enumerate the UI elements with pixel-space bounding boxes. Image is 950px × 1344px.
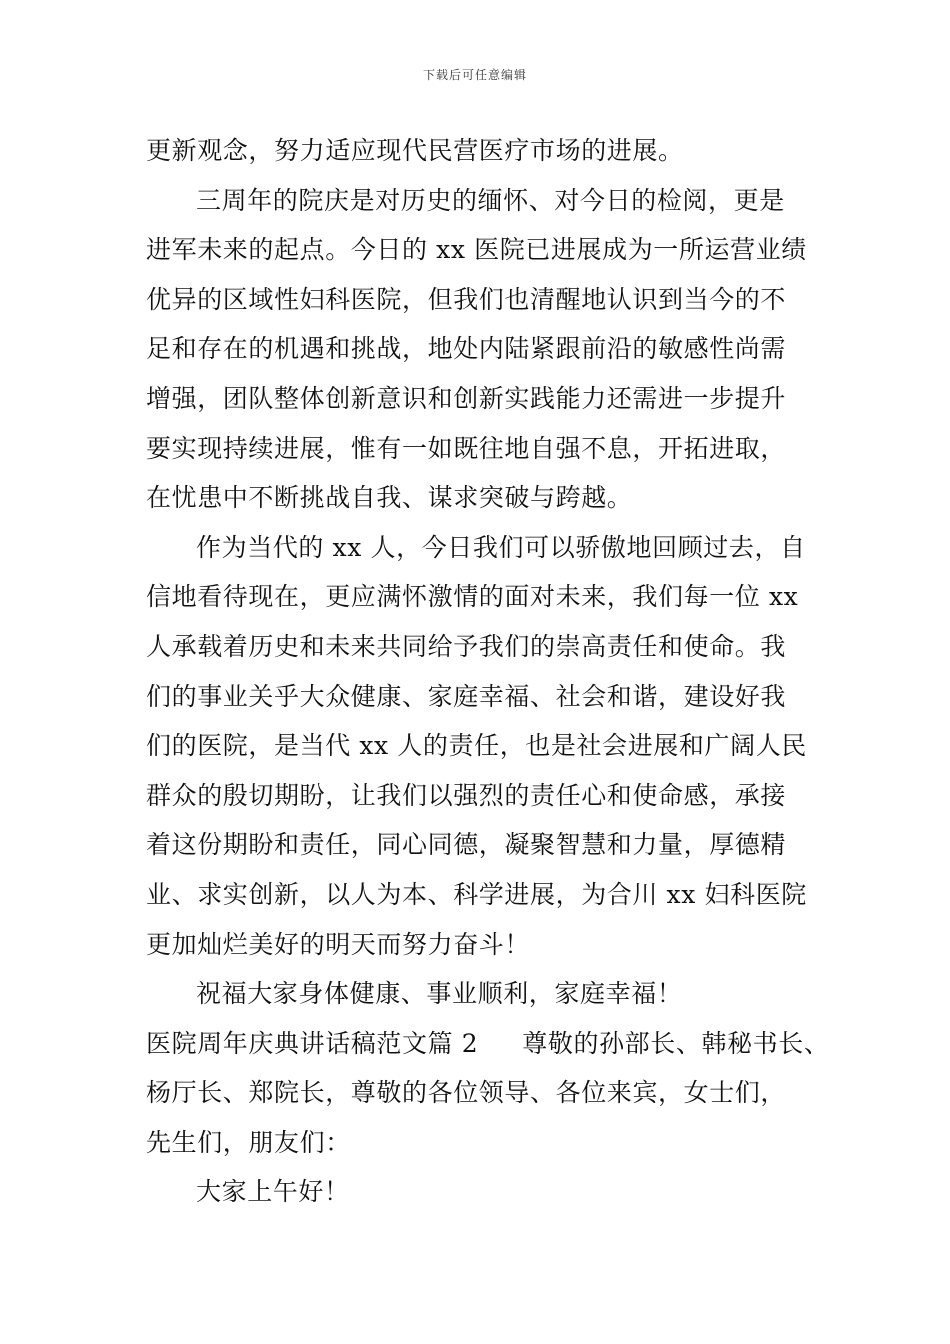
text-line: 们的事业关乎大众健康、家庭幸福、社会和谐，建设好我 [146, 681, 787, 711]
text-line: 更新观念，努力适应现代民营医疗市场的进展。 [146, 136, 684, 165]
paragraph-start-line: 三周年的院庆是对历史的缅怀、对今日的检阅，更是 [196, 185, 785, 215]
text-line: 要实现持续进展，惟有一如既往地自强不息，开拓进取， [146, 433, 787, 463]
text-line: 先生们，朋友们： [146, 1127, 351, 1157]
text-line: 更加灿烂美好的明天而努力奋斗！ [146, 929, 531, 959]
section-heading-line [146, 1019, 830, 1069]
paragraph-start-line: 大家上午好！ [196, 1177, 350, 1207]
text-line: 杨厅长、郑院长，尊敬的各位领导、各位来宾，女士们， [146, 1078, 787, 1108]
text-line: 在忧患中不断挑战自我、谋求突破与跨越。 [146, 483, 633, 513]
text-line: 足和存在的机遇和挑战，地处内陆紧跟前沿的敏感性尚需 [146, 334, 787, 364]
salutation-start: 尊敬的孙部长、韩秘书长、 [522, 1028, 830, 1058]
section-title: 医院周年庆典讲话稿范文篇 2 [146, 1028, 479, 1058]
text-line: 人承载着历史和未来共同给予我们的崇高责任和使命。我 [146, 631, 787, 661]
page-header: 下载后可任意编辑 [422, 68, 527, 82]
paragraph-start-line: 作为当代的 xx 人，今日我们可以骄傲地回顾过去，自 [196, 532, 806, 562]
text-line: 增强，团队整体创新意识和创新实践能力还需进一步提升 [146, 383, 787, 413]
text-line: 信地看待现在，更应满怀激情的面对未来，我们每一位 xx [146, 582, 799, 612]
paragraph-start-line: 祝福大家身体健康、事业顺利，家庭幸福！ [196, 979, 683, 1009]
text-line: 业、求实创新，以人为本、科学进展，为合川 xx 妇科医院 [146, 879, 807, 909]
text-line: 优异的区域性妇科医院，但我们也清醒地认识到当今的不 [146, 284, 787, 314]
document-body [146, 126, 830, 1217]
text-line: 着这份期盼和责任，同心同德，凝聚智慧和力量，厚德精 [146, 830, 787, 860]
text-line: 群众的殷切期盼，让我们以强烈的责任心和使命感，承接 [146, 780, 787, 810]
text-line: 进军未来的起点。今日的 xx 医院已进展成为一所运营业绩 [146, 235, 807, 265]
text-line: 们的医院，是当代 xx 人的责任，也是社会进展和广阔人民 [146, 731, 807, 761]
